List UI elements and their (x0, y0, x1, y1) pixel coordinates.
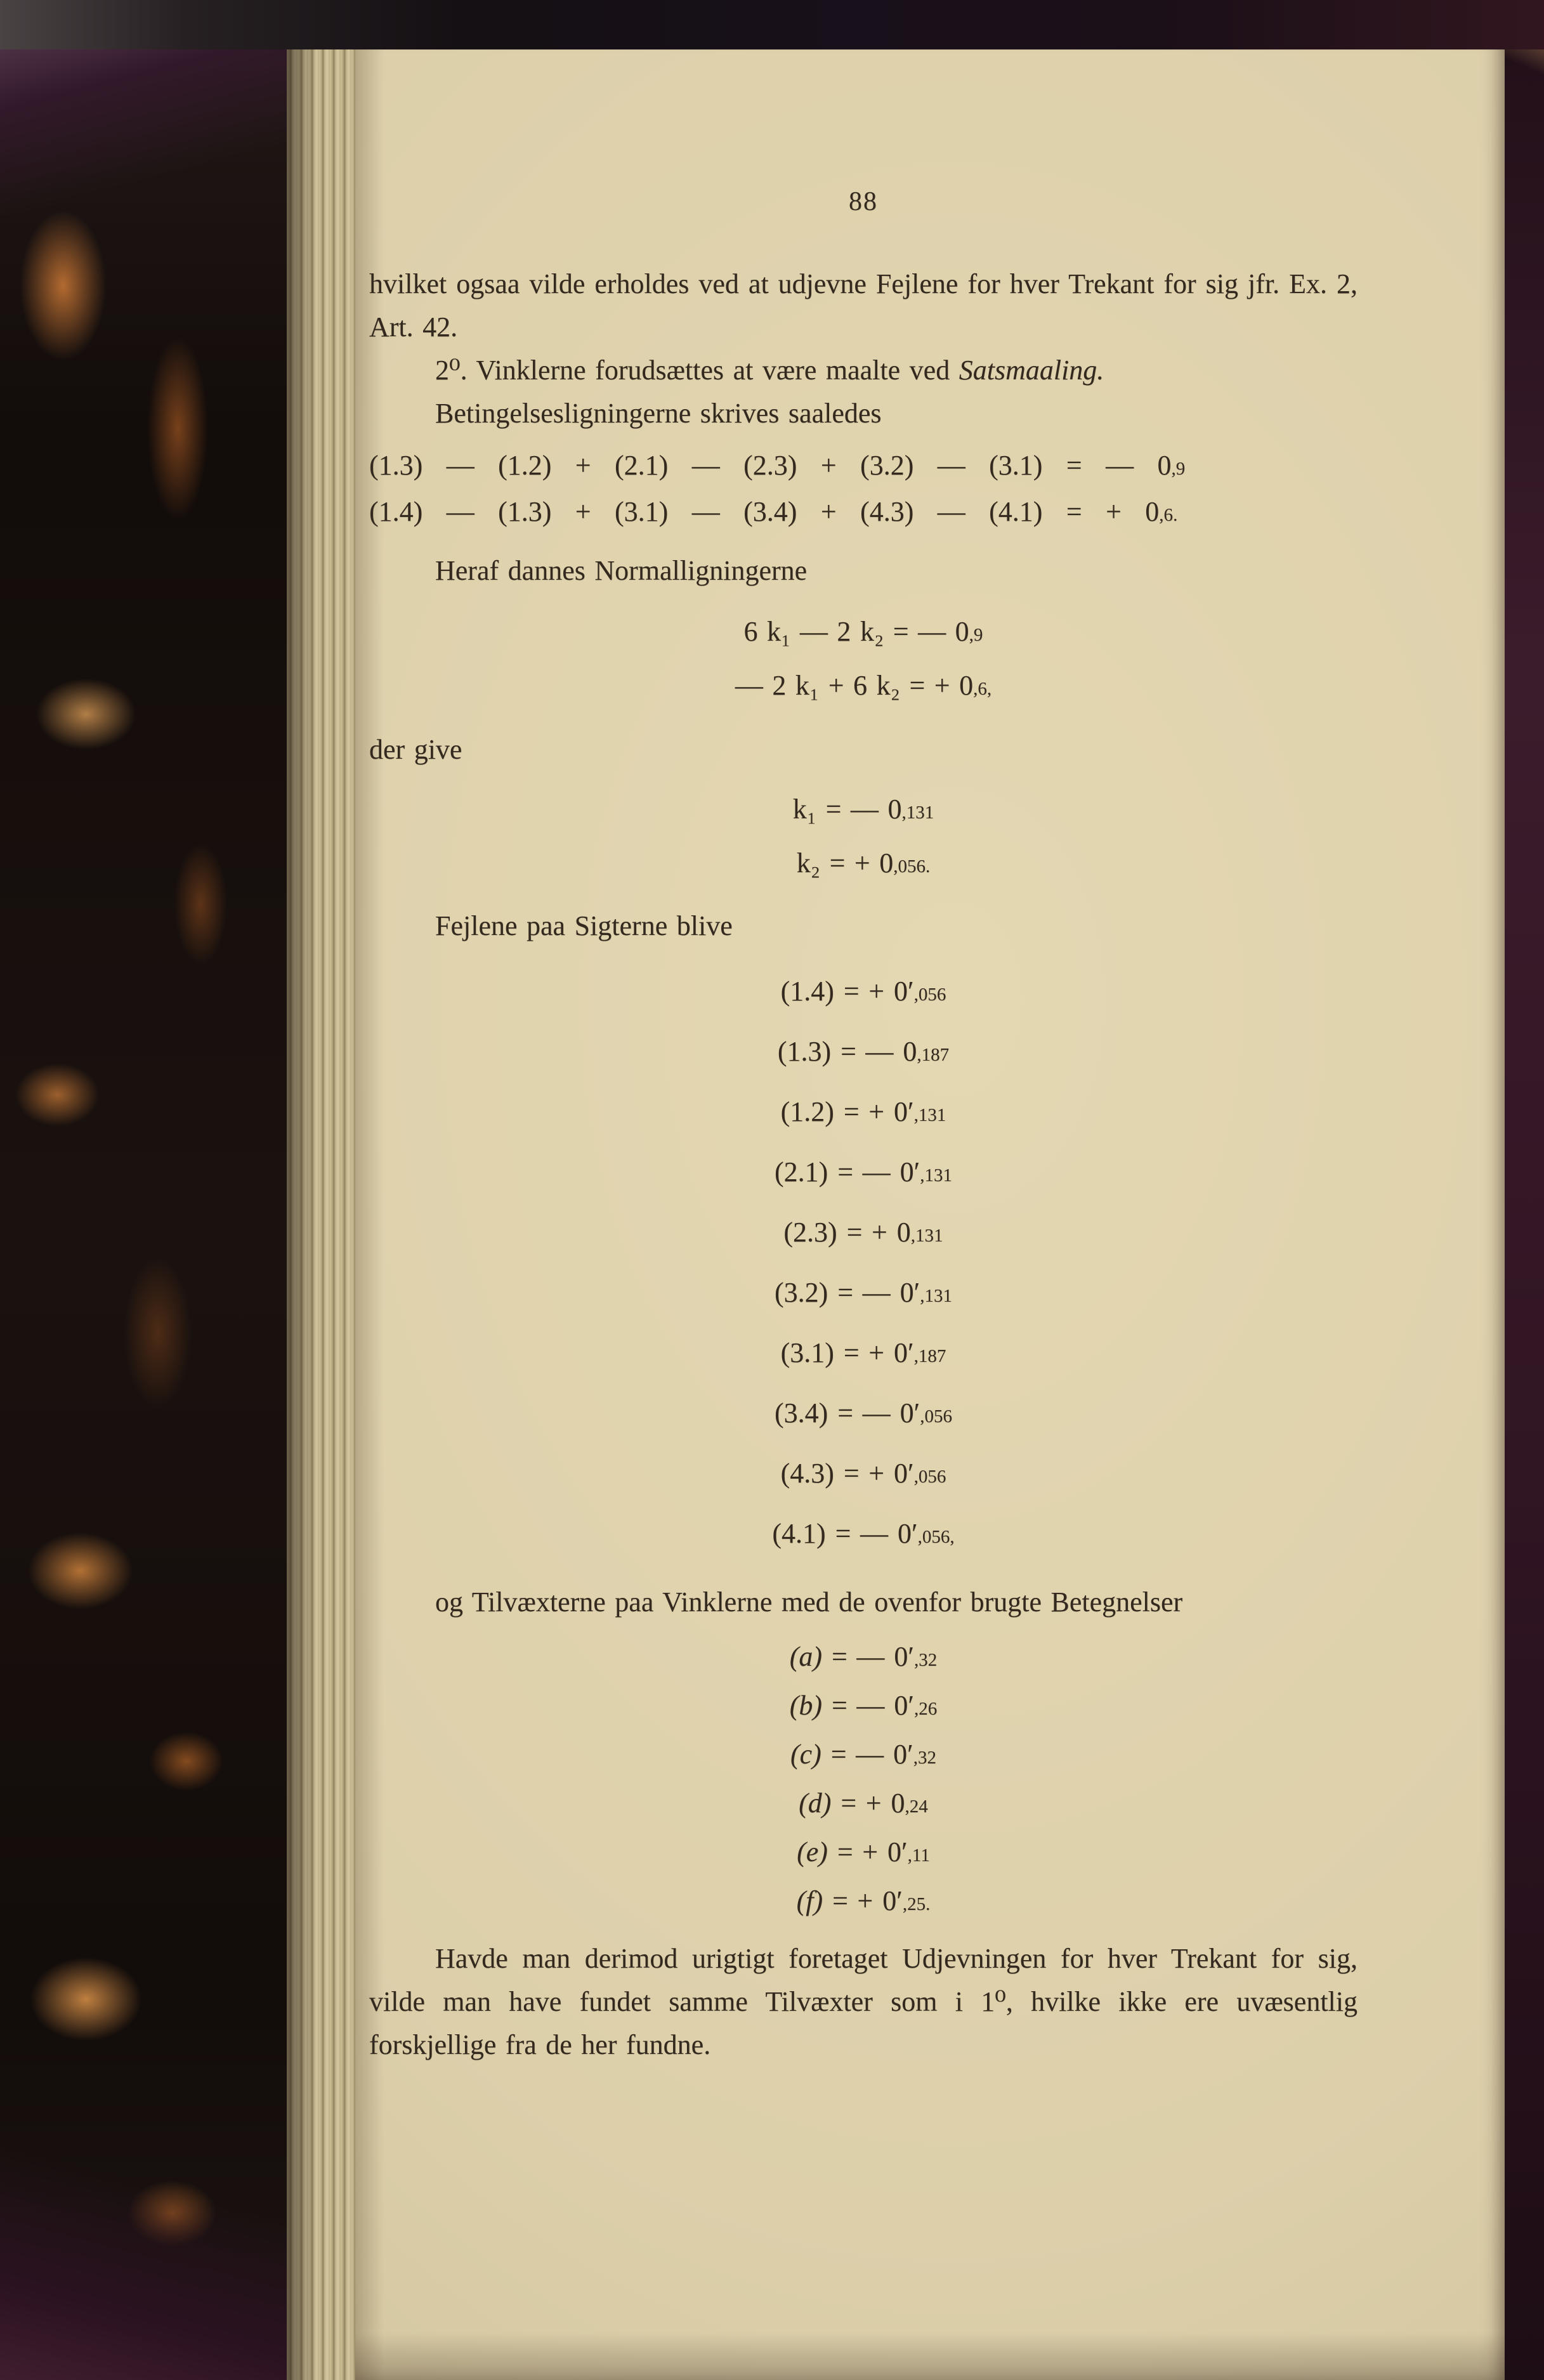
leather-right-edge (1505, 0, 1544, 2380)
equation-relation: = + (843, 1458, 885, 1489)
equation-value: 0 (891, 1788, 905, 1819)
equation-main: — 2 k₁ + 6 k₂ = + 0 (735, 670, 974, 701)
equation-label: (d) (799, 1788, 832, 1819)
increment-equation (369, 1683, 1358, 1732)
equation-main: (1.3) — (1.2) + (2.1) — (2.3) + (3.2) — (3.1) = — 0 (369, 450, 1172, 481)
equation-label: (c) (790, 1739, 821, 1770)
normal-equation (369, 660, 1358, 714)
k-value-equation (369, 838, 1358, 892)
equation-value: 0′ (893, 976, 914, 1007)
sight-error-equation (369, 1204, 1358, 1264)
equation-value: 0 (903, 1036, 917, 1067)
equation-decimal: ,9 (969, 625, 983, 645)
paragraph-tilvaext: og Tilvæxterne paa Vinklerne med de ovenfor brugte Betegnelser (435, 1586, 1183, 1618)
equation-relation: = + (832, 1885, 873, 1916)
equation-relation: = — (835, 1518, 888, 1549)
book-top-edge (0, 0, 1544, 49)
sight-error-equation (369, 1505, 1358, 1566)
equation-main: 6 k₁ — 2 k₂ = — 0 (743, 616, 969, 647)
equation-relation: = + (846, 1217, 887, 1248)
paragraph-body: Vinklerne forudsættes at være maalte ved (467, 355, 959, 386)
equation-value: 0′ (897, 1518, 918, 1549)
equation-value: 0′ (893, 1458, 914, 1489)
equation-relation: = + (843, 976, 885, 1007)
condition-equation (369, 490, 1358, 537)
condition-equations (369, 444, 1358, 537)
equation-value: 0′ (894, 1690, 914, 1721)
k-value-equation (369, 784, 1358, 838)
sight-error-equation (369, 1023, 1358, 1083)
sight-error-equation (369, 1324, 1358, 1385)
equation-decimal: ,25. (902, 1894, 931, 1914)
equation-decimal: ,187 (917, 1045, 950, 1065)
sight-error-equation (369, 1144, 1358, 1204)
equation-label: (2.1) (775, 1156, 828, 1187)
equation-label: (f) (796, 1885, 823, 1916)
equation-relation: = — (832, 1690, 885, 1721)
equation-value: 0 (896, 1217, 911, 1248)
equation-decimal: ,26 (913, 1699, 938, 1719)
equation-value: 0′ (900, 1397, 920, 1429)
paragraph-intro: hvilket ogsaa vilde erholdes ved at udjevne Fejlene for hver Trekant for sig jfr. Ex. 2, Art. 42. (369, 268, 1358, 343)
sight-error-equation (369, 1264, 1358, 1324)
equation-value: 0′ (882, 1885, 903, 1916)
equation-relation: = — (841, 1036, 894, 1067)
normal-equations (369, 606, 1358, 714)
equation-relation: = + (843, 1096, 885, 1127)
book-page (355, 0, 1505, 2380)
equation-label: (2.3) (783, 1217, 837, 1248)
equation-decimal: ,6. (1159, 505, 1178, 525)
equation-relation: = — (837, 1397, 891, 1429)
increment-equations (369, 1634, 1358, 1927)
equation-decimal: ,056 (913, 984, 946, 1005)
paragraph-final: Havde man derimod urigtigt foretaget Udjevningen for hver Trekant for sig, vilde man have fundet samme Tilvæxter som i 1⁰, hvilke ikke ere uvæsentlig forskjellige fra de her fundne. (369, 1943, 1358, 2060)
equation-decimal: ,131 (910, 1226, 943, 1246)
equation-label: (3.1) (780, 1337, 834, 1368)
equation-value: 0′ (894, 1641, 914, 1672)
equation-label: (a) (789, 1641, 823, 1672)
marbled-cover (0, 0, 287, 2380)
equation-decimal: ,24 (905, 1796, 928, 1817)
equation-label: (b) (789, 1690, 823, 1721)
k-value-equations (369, 784, 1358, 892)
equation-decimal: ,131 (901, 802, 934, 823)
sight-error-equation (369, 1385, 1358, 1445)
equation-value: 0′ (893, 1739, 913, 1770)
increment-equation (369, 1829, 1358, 1878)
sight-error-equation (369, 963, 1358, 1023)
paragraph-satsmaaling (369, 349, 1358, 392)
equation-label: (3.2) (775, 1277, 828, 1308)
equation-relation: = — (837, 1277, 891, 1308)
equation-label: (1.2) (780, 1096, 834, 1127)
equation-value: 0′ (900, 1277, 920, 1308)
equation-relation: = — (830, 1739, 884, 1770)
equation-label: (4.3) (780, 1458, 834, 1489)
page-edges (287, 0, 355, 2380)
equation-decimal: ,131 (920, 1165, 952, 1186)
equation-relation: = + (841, 1788, 882, 1819)
equation-decimal: ,056, (917, 1527, 955, 1547)
equation-value: 0′ (900, 1156, 920, 1187)
equation-decimal: ,32 (913, 1748, 936, 1768)
equation-label: (e) (797, 1836, 828, 1867)
equation-value: 0′ (893, 1096, 914, 1127)
equation-decimal: ,056. (893, 856, 931, 877)
italic-term: Satsmaaling. (958, 355, 1104, 386)
condition-equation (369, 444, 1358, 490)
equation-decimal: ,131 (920, 1286, 952, 1306)
section-number: 2⁰. (435, 355, 468, 386)
line-der-give: der give (369, 734, 462, 765)
equation-label: (4.1) (772, 1518, 826, 1549)
equation-relation: = — (832, 1641, 885, 1672)
increment-equation (369, 1878, 1358, 1927)
increment-equation (369, 1732, 1358, 1781)
equation-label: (3.4) (775, 1397, 828, 1429)
increment-equation (369, 1634, 1358, 1683)
equation-decimal: ,6, (973, 679, 992, 699)
equation-decimal: ,187 (913, 1346, 946, 1366)
equation-label: (1.3) (777, 1036, 832, 1067)
equation-relation: = — (837, 1156, 891, 1187)
equation-decimal: ,11 (907, 1845, 930, 1866)
equation-value: 0′ (887, 1836, 908, 1867)
sight-error-equations (369, 963, 1358, 1566)
equation-main: k₂ = + 0 (796, 847, 894, 879)
equation-decimal: ,056 (913, 1467, 946, 1487)
sight-error-equation (369, 1445, 1358, 1505)
line-normal-intro: Heraf dannes Normalligningerne (435, 555, 808, 586)
equation-main: k₁ = — 0 (792, 794, 902, 825)
line-fejlene: Fejlene paa Sigterne blive (435, 910, 733, 941)
equation-decimal: ,32 (913, 1650, 938, 1670)
page-text-block (355, 0, 1505, 2067)
equation-label: (1.4) (780, 976, 834, 1007)
equation-relation: = + (837, 1836, 879, 1867)
equation-decimal: ,056 (920, 1406, 952, 1427)
equation-decimal: ,131 (913, 1105, 946, 1125)
sight-error-equation (369, 1083, 1358, 1144)
equation-relation: = + (843, 1337, 885, 1368)
equation-value: 0′ (893, 1337, 914, 1368)
page-number: 88 (849, 187, 878, 216)
normal-equation (369, 606, 1358, 660)
equation-main: (1.4) — (1.3) + (3.1) — (3.4) + (4.3) — (4.1) = + 0 (369, 496, 1160, 527)
increment-equation (369, 1781, 1358, 1829)
equation-decimal: ,9 (1171, 459, 1186, 479)
line-betingelse-intro: Betingelsesligningerne skrives saaledes (435, 398, 882, 429)
